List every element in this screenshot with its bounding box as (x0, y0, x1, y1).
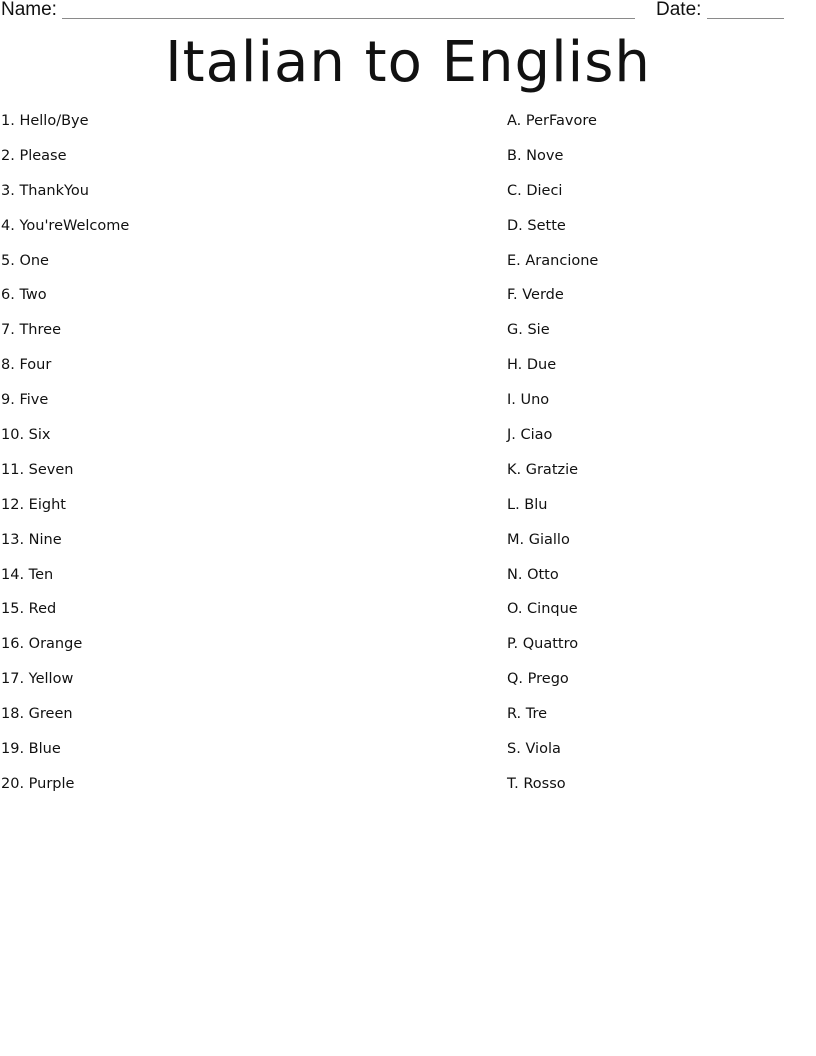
answer-item (507, 460, 807, 495)
clue-item-text: Red (28, 601, 57, 618)
clue-item-text: You'reWelcome (19, 217, 130, 234)
answer-item-text: Rosso (523, 775, 566, 792)
clue-item-text: Yellow (28, 671, 74, 688)
clue-item-marker: 12. (1, 496, 25, 513)
answer-item-text: Prego (527, 671, 569, 688)
clue-item-marker: 6. (1, 287, 15, 304)
answer-item-marker: H. (507, 357, 523, 374)
answer-item-marker: E. (507, 252, 521, 269)
clue-item-text: Purple (28, 775, 75, 792)
answer-item (507, 669, 807, 704)
clue-item-text: Seven (28, 461, 74, 478)
answer-item-marker: O. (507, 601, 523, 618)
answer-item-marker: S. (507, 741, 521, 758)
answer-item (507, 146, 807, 181)
answer-item (507, 565, 807, 600)
clue-item-marker: 1. (1, 113, 15, 129)
clue-item (1, 146, 481, 181)
clue-item (1, 425, 481, 460)
clue-item-marker: 19. (1, 741, 25, 758)
clue-item (1, 460, 481, 495)
answer-item-marker: L. (507, 496, 520, 513)
answer-item-marker: K. (507, 461, 522, 478)
clue-item (1, 704, 481, 739)
answer-item (507, 530, 807, 565)
clue-item-marker: 5. (1, 252, 15, 269)
clue-item (1, 739, 481, 774)
answer-item (507, 774, 807, 809)
clue-item-text: Five (19, 392, 49, 409)
clue-item-marker: 16. (1, 636, 25, 653)
answer-item-text: Verde (522, 287, 564, 304)
answer-item-text: Cinque (527, 601, 578, 618)
answer-item-text: Arancione (525, 252, 599, 269)
clue-item-marker: 10. (1, 427, 25, 444)
clue-item-text: One (19, 252, 49, 269)
answer-item-text: Otto (527, 566, 559, 583)
answer-item (507, 634, 807, 669)
answer-item-marker: M. (507, 531, 525, 548)
clue-item-marker: 3. (1, 182, 15, 199)
clue-item (1, 390, 481, 425)
clue-item (1, 181, 481, 216)
answer-item (507, 739, 807, 774)
clue-item (1, 285, 481, 320)
answer-item (507, 320, 807, 355)
answer-item-text: Giallo (528, 531, 570, 548)
answer-item (507, 216, 807, 251)
answer-item-marker: R. (507, 706, 522, 723)
answer-item-marker: B. (507, 147, 522, 164)
clue-item-text: Six (28, 427, 51, 444)
answer-item (507, 599, 807, 634)
answer-item-text: Dieci (526, 182, 563, 199)
answer-item-marker: J. (507, 427, 516, 444)
answer-item (507, 251, 807, 286)
answer-item-marker: A. (507, 113, 522, 129)
clue-item-marker: 4. (1, 217, 15, 234)
clue-item-text: Four (19, 357, 52, 374)
answer-item (507, 355, 807, 390)
answer-list (507, 111, 807, 809)
clue-item-marker: 13. (1, 531, 25, 548)
clue-item-marker: 20. (1, 775, 25, 792)
answer-item (507, 285, 807, 320)
answer-item-text: Ciao (520, 427, 553, 444)
clue-item-marker: 15. (1, 601, 25, 618)
answer-item-marker: F. (507, 287, 518, 304)
clue-item-marker: 18. (1, 706, 25, 723)
answer-item-text: Quattro (522, 636, 579, 653)
answer-item-marker: D. (507, 217, 523, 234)
clue-item-marker: 9. (1, 392, 15, 409)
answer-item-text: Viola (525, 741, 561, 758)
answer-item-marker: P. (507, 636, 519, 653)
clue-item (1, 599, 481, 634)
clue-item (1, 774, 481, 809)
clue-item-marker: 2. (1, 147, 15, 164)
clue-item (1, 530, 481, 565)
clue-item-text: Green (28, 706, 73, 723)
clue-item-text: ThankYou (19, 182, 89, 199)
clue-item (1, 495, 481, 530)
answer-item-text: PerFavore (525, 113, 597, 129)
clue-item-text: Orange (28, 636, 83, 653)
page-title: Italian to English (165, 30, 651, 95)
clue-list (1, 111, 481, 809)
clue-item-text: Blue (28, 741, 61, 758)
clue-item (1, 634, 481, 669)
answer-item (507, 390, 807, 425)
clue-item-text: Two (19, 287, 47, 304)
clue-item (1, 565, 481, 600)
clue-item (1, 320, 481, 355)
clue-item-marker: 14. (1, 566, 25, 583)
answer-item-marker: N. (507, 566, 523, 583)
answer-item-text: Uno (520, 392, 550, 409)
clue-item-marker: 7. (1, 322, 15, 339)
clue-item-text: Hello/Bye (19, 113, 89, 129)
name-label: Name: (1, 0, 57, 20)
answer-item-text: Due (526, 357, 557, 374)
clue-item-marker: 17. (1, 671, 25, 688)
answer-item-marker: C. (507, 182, 522, 199)
clue-item-marker: 8. (1, 357, 15, 374)
answer-item (507, 111, 807, 146)
clue-item (1, 669, 481, 704)
answer-item-text: Gratzie (525, 461, 579, 478)
answer-item-text: Sie (527, 322, 550, 339)
answer-item-marker: Q. (507, 671, 524, 688)
name-blank-line[interactable] (62, 18, 635, 19)
clue-item-marker: 11. (1, 461, 25, 478)
answer-item-marker: G. (507, 322, 523, 339)
clue-item-text: Ten (28, 566, 54, 583)
answer-item-marker: I. (507, 392, 516, 409)
answer-item-text: Blu (524, 496, 548, 513)
answer-item (507, 495, 807, 530)
clue-item (1, 216, 481, 251)
answer-item-text: Nove (526, 147, 564, 164)
clue-item (1, 251, 481, 286)
answer-item-marker: T. (507, 775, 519, 792)
clue-item-text: Three (19, 322, 61, 339)
clue-item (1, 355, 481, 390)
clue-item-text: Nine (28, 531, 62, 548)
worksheet-header (0, 0, 816, 24)
answer-item (507, 704, 807, 739)
clue-item (1, 111, 481, 146)
clue-item-text: Please (19, 147, 67, 164)
answer-item (507, 425, 807, 460)
answer-item-text: Tre (525, 706, 548, 723)
clue-item-text: Eight (28, 496, 66, 513)
answer-item (507, 181, 807, 216)
date-label: Date: (656, 0, 702, 20)
answer-item-text: Sette (527, 217, 566, 234)
date-blank-line[interactable] (707, 18, 784, 19)
